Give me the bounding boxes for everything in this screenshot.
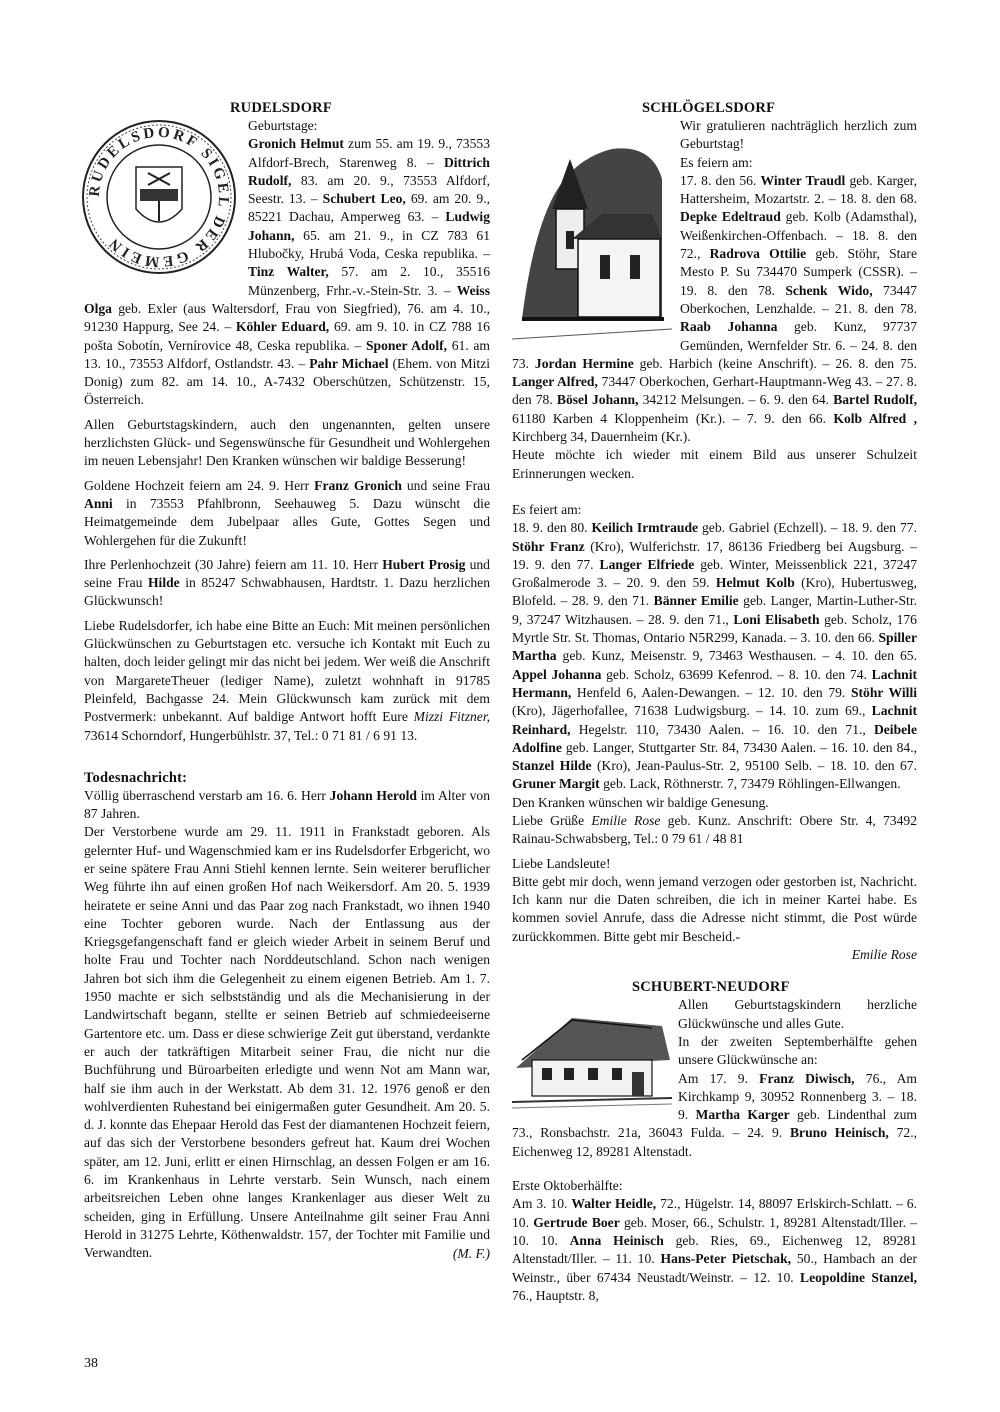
pearl-wedding: Ihre Perlenhochzeit (30 Jahre) feiern am 11. 10. Herr Hubert Prosig und seine Frau Hilde in 85247 Schwabhausen, Hardtstr. 1. Dazu herzlichen Glückwunsch! — [84, 556, 490, 609]
neudorf-heading: SCHUBERT-NEUDORF — [632, 979, 790, 996]
page-number: 38 — [84, 1356, 98, 1371]
greeting: Liebe Grüße Emilie Rose geb. Kunz. Anschrift: Obere Str. 4, 73492 Rainau-Schwabsberg, Tel.: 0 79 61 / 48 81 — [512, 812, 917, 847]
farmhouse-image — [512, 998, 674, 1112]
left-column — [84, 99, 490, 1263]
emilie-rose-signature: Emilie Rose — [851, 947, 917, 963]
congrats-text: Wir gratulieren nachträglich herzlich zum Geburtstag! — [680, 118, 917, 152]
update-request: Bitte gebt mir doch, wenn jemand verzogen oder gestorben ist, Nachricht. Ich kann nur die Daten schreiben, die ich in meiner Kartei habe. Es kommen soviel Anrufe, dass die Adresse nicht stimmt, die Post würde zurückkommen. Bitte gebt mir Bescheid.- — [512, 873, 917, 944]
sick-wish: Den Kranken wünschen wir baldige Genesung. — [512, 794, 769, 810]
neudorf-intro: In der zweiten Septemberhälfte gehen unsere Glückwünsche an: — [678, 1033, 917, 1068]
death-body: Der Verstorbene wurde am 29. 11. 1911 in Frankstadt geboren. Als gelernter Huf- und Wagenschmied kam er ins Rudelsdorfer Erbgericht, wo er seine spätere Frau Anni Stiehl kennen lernte. Sein weiterer beruflicher Weg führte ihn auf einen großen Hof nach Weikersdorf. Am 20. 5. 1939 heiratete er seine Anni und das Paar zog nach Frankstadt, wo ihnen 1940 eine Tochter geboren wurde. Nach der Entlassung aus der Kriegsgefangenschaft fand er gleich wieder Arbeit in seinem Beruf und holte Frau und Tochter nach Norddeutschland. Schon nach wenigen Jahren bot sich ihm die Gelegenheit zu einem eigenen Betrieb. Am 1. 7. 1950 machte er sich selbstständig und als die Mechanisierung in der Landwirtschaft begann, stellte er seinen Betrieb auf schmiedeeiserne Gartentore etc. um. Dass er diese schwierige Zeit gut überstand, verdankte er auch der tatkräftigen Mitarbeit seiner Frau, die nicht nur die Buchführung und Büroarbeiten erledigte und wenn Not am Mann war, half sie ihm auch in der Werkstatt. Ab dem 31. 12. 1976 genoß er den wohlverdienten Ruhestand bei einigermaßen guter Gesundheit. Am 20. 5. d. J. konnte das Ehepaar Herold das Fest der diamantenen Hochzeit feiern, auf das sich der Verstorbene besonders gefreut hat. Kaum drei Wochen später, am 12. Juni, erlitt er einen Hirnschlag, an dessen Folgen er am 16. 6. im Krankenhaus in Lehrte verstarb. Sein Wunsch, nach einem arbeitsreichen Leben ohne langes Krankenlager aus dieser Welt zu scheiden, ging in Erfüllung. Unsere Anteilnahme gilt seiner Frau Anni Herold in 31275 Lehrte, Köthenwaldstr. 157, der Tochter mit Familie und Verwandten. — [84, 824, 490, 1261]
seal-text: RUDELSDORF SIGEL DER GEMEIN — [86, 124, 232, 270]
neudorf-list-2: Am 3. 10. Walter Heidle, 72., Hügelstr. 14, 88097 Erlskirch-Schlatt. – 6. 10. Gertrude Boer geb. Moser, 66., Schulstr. 1, 89281 Altenstadt/Iller. – 10. 10. Anna Heinisch geb. Ries, 69., Eichenweg 12, 89281 Altenstadt/Iller. – 11. 10. Hans-Peter Pietschak, 50., Hambach an der Weinstr., über 67434 Neustadt/Weinstr. – 12. 10. Leopoldine Stanzel, 76., Hauptstr. 8, — [512, 1196, 918, 1303]
rudelsdorf-birthdays: Gronich Helmut zum 55. am 19. 9., 73553 Alfdorf-Brech, Starenweg 8. – Dittrich Rudolf, 83. am 20. 9., 73553 Alfdorf, Seestr. 13. – Schubert Leo, 69. am 20. 9., 85221 Dachau, Amperweg 63. – Ludwig Johann, 65. am 21. 9., in CZ 783 61 Hlubočky, Hrubá Voda, Ceska republika. – Tinz Walter, 57. am 2. 10., 35516 Münzenberg, Frhr.-v.-Stein-Str. 3. – Weiss Olga geb. Exler (aus Waltersdorf, Frau von Siegfried), 76. am 4. 10., 91230 Happurg, See 24. – Köhler Eduard, 69. am 9. 10. in CZ 788 16 pošta Sobotín, Vernírovice 48, Ceska republika. – Sponer Adolf, 61. am 13. 10., 73553 Alfdorf, Ostlandstr. 43. – Pahr Michael (Ehem. von Mitzi Donig) zum 82. am 14. 10., A-7432 Oberschützen, Schützenstr. 15, Österreich. — [84, 136, 491, 408]
rudelsdorf-wishes: Allen Geburtstagskindern, auch den ungenannten, gelten unsere herzlichsten Glück- und Segenswünsche für Gesundheit und Wohlergehen im neuen Lebensjahr! Den Kranken wünschen wir baldige Besserung! — [84, 416, 490, 469]
schloegelsdorf-list-1: 17. 8. den 56. Winter Traudl geb. Karger, Hattersheim, Mozartstr. 2. – 18. 8. den 68. Depke Edeltraud geb. Kolb (Adamsthal), Weißenkirchen-Offenbach. – 18. 8. den 72., Radrova Ottilie geb. Stöhr, Stare Mesto P. Su 734470 Sumperk (CSSR). – 19. 8. den 78. Schenk Wido, 73447 Oberkochen, Lenzhalde. – 21. 8. den 78. Raab Johanna geb. Kunz, 97737 Gemünden, Wernfelder Str. 6. – 24. 8. den 73. Jordan Hermine geb. Harbich (keine Anschrift). – 26. 8. den 75. Langer Alfred, 73447 Oberkochen, Gerhart-Hauptmann-Weg 43. – 27. 8. den 78. Bösel Johann, 34212 Melsungen. – 6. 9. den 64. Bartel Rudolf, 61180 Karben 4 Kloppenheim (Kr.). – 7. 9. den 66. Kolb Alfred , Kirchberg 34, Dauernheim (Kr.). — [512, 172, 918, 445]
municipal-seal-image — [78, 117, 240, 299]
church-image — [512, 119, 674, 347]
picture-note: Heute möchte ich wieder mit einem Bild aus unserer Schulzeit Erinnerungen wecken. — [512, 447, 917, 481]
golden-wedding: Goldene Hochzeit feiern am 24. 9. Herr Franz Gronich und seine Frau Anni in 73553 Pfahlbronn, Seehauweg 5. Dazu wünscht die Heimatgemeinde dem Jubelpaar alles Gute, Gottes Segen und Wohlergehen für die Zukunft! — [84, 477, 490, 548]
celebrate-label-2: Es feiert am: — [512, 501, 582, 517]
schloegelsdorf-list-2: 18. 9. den 80. Keilich Irmtraude geb. Gabriel (Echzell). – 18. 9. den 77. Stöhr Franz (Kro), Wulferichstr. 17, 86136 Friedberg bei Augsburg. – 19. 9. den 77. Langer Elfriede geb. Winter, Meissenblick 221, 37247 Großalmerode 3. – 20. 9. den 59. Helmut Kolb (Kro), Hubertusweg, Blofeld. – 28. 9. den 71. Bänner Emilie geb. Langer, Martin-Luther-Str. 9, 37247 Witzhausen. – 28. 9. den 71., Loni Elisabeth geb. Scholz, 176 Myrtle Str. St. Thomas, Ontario N5R299, Kanada. – 3. 10. den 66. Spiller Martha geb. Kunz, Meisenstr. 9, 73463 Westhausen. – 4. 10. den 65. Appel Johanna geb. Scholz, 63699 Kefenrod. – 8. 10. den 74. Lachnit Hermann, Henfeld 6, Aalen-Dewangen. – 12. 10. den 79. Stöhr Willi (Kro), Jägerhofallee, 71638 Ludwigsburg. – 14. 10. zum 69., Lachnit Reinhard, Hegelstr. 110, 73430 Aalen. – 16. 10. den 71., Deibele Adolfine geb. Langer, Stuttgarter Str. 84, 73430 Aalen. – 16. 10. den 84., Stanzel Hilde (Kro), Jean-Paulus-Str. 2, 95100 Selb. – 18. 10. den 67. Gruner Margit geb. Lack, Röthnerstr. 7, 73479 Röhlingen-Ellwangen. — [512, 520, 918, 792]
celebrate-label: Es feiern am: — [680, 154, 753, 170]
address-request: Liebe Rudelsdorfer, ich habe eine Bitte an Euch: Mit meinen persönlichen Glückwünschen zu Geburtstagen etc. versuche ich Kontakt mit Euch zu halten, doch leider gelingt mir das nicht bei jedem. Wer weiß die Anschrift von MargareteTheuer (lediger Name), zuletzt wohnhaft in 91785 Pleinfeld, Bachgasse 24. Mein Glückwunsch kam zurück mit dem Postvermerk: unbekannt. Auf baldige Antwort hofft Eure Mizzi Fitzner, 73614 Schorndorf, Hungerbühlstr. 37, Tel.: 0 71 81 / 6 91 13. — [84, 617, 490, 743]
birthdays-label: Geburtstage: — [248, 118, 318, 133]
neudorf-list-1: Am 17. 9. Franz Diwisch, 76., Am Kirchkamp 9, 30952 Ronnenberg 3. – 18. 9. Martha Karger geb. Lindenthal zum 73., Ronsbachstr. 21a, 36043 Fulda. – 24. 9. Bruno Heinisch, 72., Eichenweg 12, 89281 Altenstadt. — [512, 1070, 918, 1159]
neudorf-wishes: Allen Geburtstagskindern herzliche Glückwünsche und alles Gute. — [678, 997, 917, 1031]
rudelsdorf-heading: RUDELSDORF — [230, 100, 332, 116]
schloegelsdorf-heading: SCHLÖGELSDORF — [642, 100, 776, 116]
right-column — [512, 99, 917, 1305]
landsleute-salutation: Liebe Landsleute! — [512, 855, 611, 871]
death-signature: (M. F.) — [452, 1245, 490, 1261]
death-intro: Völlig überraschend verstarb am 16. 6. Herr Johann Herold im Alter von 87 Jahren. — [84, 787, 490, 822]
october-label: Erste Oktoberhälfte: — [512, 1178, 623, 1194]
death-notice-heading: Todesnachricht: — [84, 769, 188, 786]
